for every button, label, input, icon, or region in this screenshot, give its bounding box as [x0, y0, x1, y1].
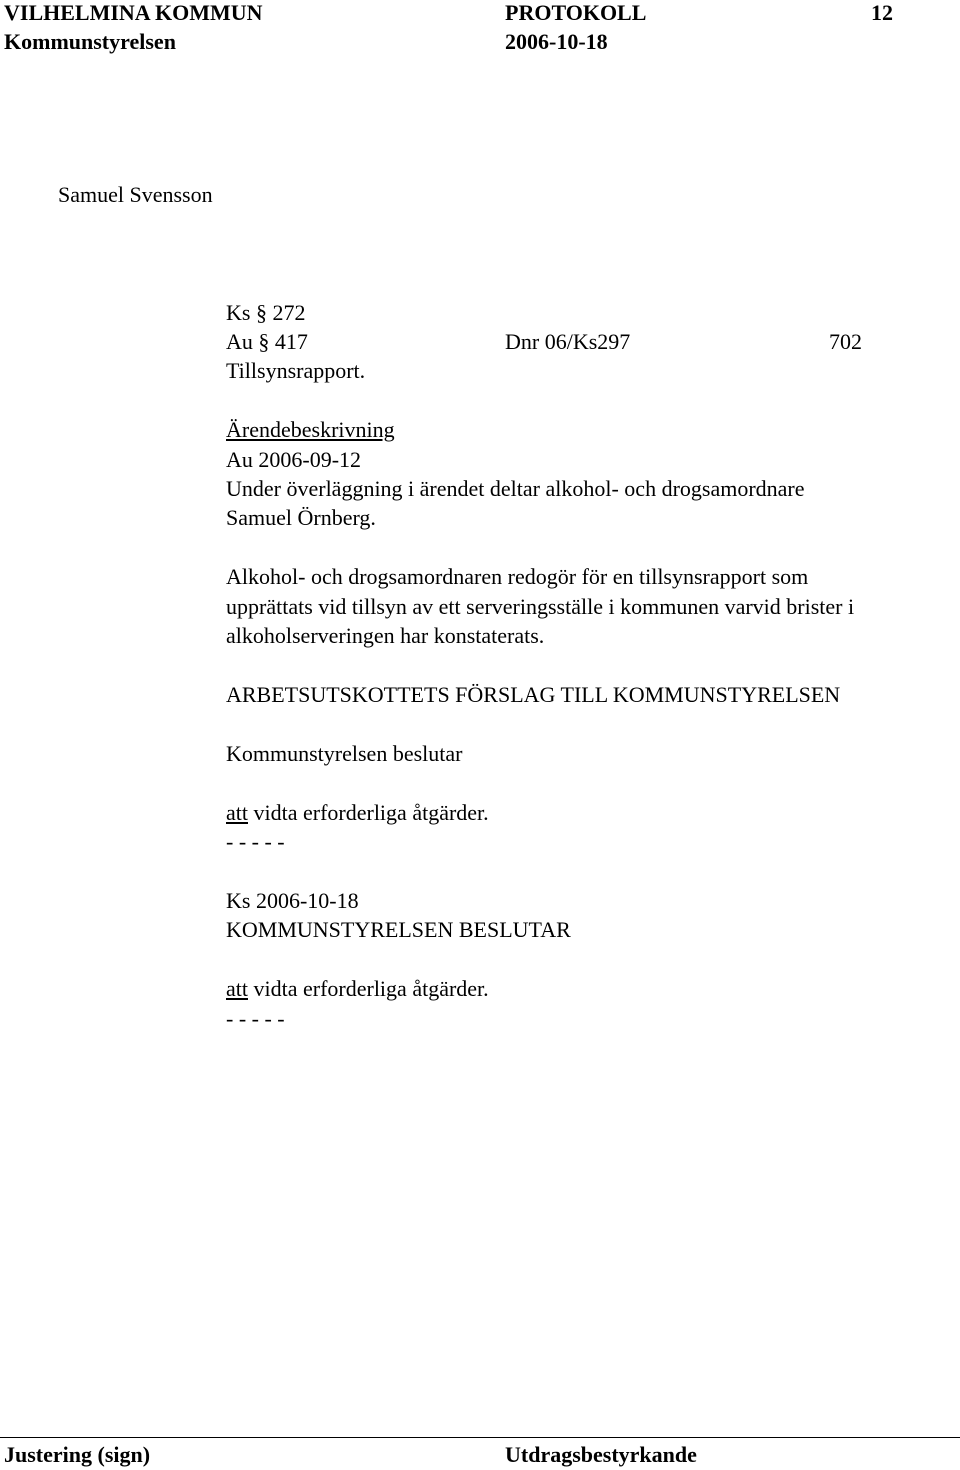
au-label: Au — [226, 329, 253, 354]
att-word: att — [226, 976, 248, 1001]
proposal-separator: - - - - - — [226, 829, 285, 854]
footer-rule — [0, 1437, 960, 1438]
proposal-heading: ARBETSUTSKOTTETS FÖRSLAG TILL KOMMUNSTYRELSEN — [226, 682, 841, 707]
description-paragraph-line: upprättats vid tillsyn av ett serveringsställe i kommunen varvid brister i — [226, 594, 855, 619]
au-number: 417 — [274, 329, 308, 354]
footer-utdragsbestyrkande: Utdragsbestyrkande — [505, 1442, 697, 1467]
header-page-number: 12 — [871, 0, 893, 25]
section-symbol: § — [255, 300, 267, 325]
signature-name: Samuel Svensson — [58, 182, 213, 207]
case-title: Tillsynsrapport. — [226, 358, 366, 383]
case-ks-line — [226, 302, 305, 324]
decision-heading: KOMMUNSTYRELSEN BESLUTAR — [226, 917, 571, 942]
action-text: vidta erforderliga åtgärder. — [248, 976, 489, 1001]
action-text: vidta erforderliga åtgärder. — [248, 800, 489, 825]
footer-justering: Justering (sign) — [4, 1442, 151, 1467]
proposal-decides: Kommunstyrelsen beslutar — [226, 741, 463, 766]
description-line-1: Under överläggning i ärendet deltar alkohol- och drogsamordnare — [226, 476, 805, 501]
header-body: Kommunstyrelsen — [4, 29, 176, 54]
case-au-line — [226, 331, 308, 353]
description-paragraph-line: Alkohol- och drogsamordnaren redogör för en tillsynsrapport som — [226, 564, 809, 589]
case-dnr: Dnr 06/Ks297 — [505, 329, 631, 354]
ks-number: 272 — [272, 300, 306, 325]
decision-separator: - - - - - — [226, 1006, 285, 1031]
case-code: 702 — [829, 329, 862, 354]
description-line-2: Samuel Örnberg. — [226, 505, 376, 530]
header-doc-type: PROTOKOLL — [505, 0, 647, 25]
decision-action — [226, 978, 489, 1000]
att-word: att — [226, 800, 248, 825]
header-org: VILHELMINA KOMMUN — [4, 0, 263, 25]
description-au-date: Au 2006-09-12 — [226, 447, 362, 472]
description-heading: Ärendebeskrivning — [226, 417, 395, 442]
description-paragraph-line: alkoholserveringen har konstaterats. — [226, 623, 545, 648]
decision-ks-date: Ks 2006-10-18 — [226, 888, 359, 913]
proposal-action — [226, 802, 489, 824]
ks-label: Ks — [226, 300, 251, 325]
header-date: 2006-10-18 — [505, 29, 608, 54]
section-symbol: § — [258, 329, 270, 354]
